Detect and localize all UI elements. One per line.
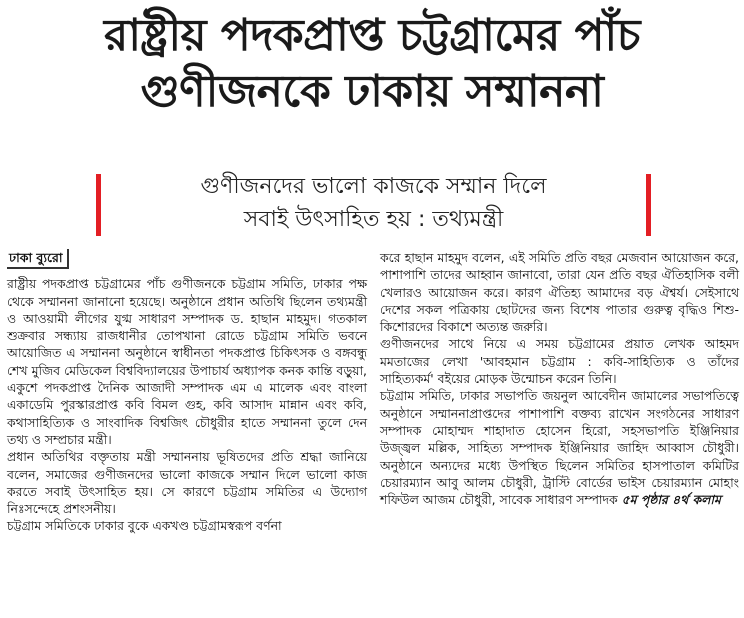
paragraph: করে হাছান মাহমুদ বলেন, এই সমিতি প্রতি বছর মেজবান আয়োজন করে, পাশাপাশি তাদের আহ্বান জানাবো, তারা যেন প্রতি বছর ঐতিহাসিক বলী খেলারও আয়োজন করে। কারণ ঐতিহ্য আমাদের বড় ঐশ্বর্য। সেইসাথে দেশের সকল পত্রিকায় ছোটদের জন্য বিশেষ পাতার গুরুত্ব বৃদ্ধিও শিশু-কিশোরদের বিকাশে অত্যন্ত জরুরি। [380, 250, 739, 335]
headline-line-2: গুণীজনকে ঢাকায় সম্মাননা [140, 66, 604, 117]
accent-bar-right [646, 174, 651, 236]
paragraph-text: চট্টগ্রাম সমিতি, ঢাকার সভাপতি জয়নুল আবেদীন জামালের সভাপতিত্বে অনুষ্ঠানে সম্মাননাপ্রাপ্তদের পাশাপাশি বক্তব্য রাখেন সংগঠনের সাধারণ সম্পাদক মোহাম্মদ শাহাদাত হোসেন হিরো, সহসভাপতি ইঞ্জিনিয়ার উজ্জ্বল মল্লিক, সাহিত্য সম্পাদক ইঞ্জিনিয়ার জাহিদ আব্বাস চৌধুরী। অনুষ্ঠানে অন্যদের মধ্যে উপস্থিত ছিলেন সমিতির হাসপাতাল কমিটির চেয়ারম্যান আবু আলম চৌধুরী, ট্রাস্টি বোর্ডের ভাইস চেয়ারম্যান মোহাং শফিউল আজম চৌধুরী, সাবেক সাধারণ সম্পাদক [380, 388, 739, 508]
article-column-left [7, 249, 367, 535]
paragraph [380, 387, 739, 508]
continuation-note: ৫ম পৃষ্ঠার ৪র্থ কলাম [621, 492, 721, 508]
paragraph: প্রধান অতিথির বক্তৃতায় মন্ত্রী সম্মাননায় ভূষিতদের প্রতি শ্রদ্ধা জানিয়ে বলেন, সমাজের গুণীজনদের ভালো কাজকে সম্মান দিলে ভালো কাজ করতে সবাই উৎসাহিত হয়। সে কারণে চট্টগ্রাম সমিতির এ উদ্যোগ নিঃসন্দেহে প্রশংসনীয়। [7, 449, 367, 517]
accent-bar-left [96, 174, 101, 236]
headline [0, 8, 744, 120]
byline: ঢাকা ব্যুরো [7, 249, 69, 269]
headline-line-1: রাষ্ট্রীয় পদকপ্রাপ্ত চট্টগ্রামের পাঁচ [104, 10, 640, 61]
subheadline-block [96, 170, 651, 240]
subheadline-line-2: সবাই উৎসাহিত হয় : তথ্যমন্ত্রী [243, 207, 504, 232]
subheadline [106, 170, 641, 236]
paragraph: রাষ্ট্রীয় পদকপ্রাপ্ত চট্টগ্রামের পাঁচ গুণীজনকে চট্টগ্রাম সমিতি, ঢাকার পক্ষ থেকে সম্মাননা জানানো হয়েছে। অনুষ্ঠানে প্রধান অতিথি ছিলেন তথ্যমন্ত্রী ও আওয়ামী লীগের যুগ্ম সাধারণ সম্পাদক ড. হাছান মাহমুদ। গতকাল শুক্রবার সন্ধ্যায় রাজধানীর তোপখানা রোডে চট্টগ্রাম সমিতি ভবনে আয়োজিত এ সম্মাননা অনুষ্ঠানে স্বাধীনতা পদকপ্রাপ্ত চিকিৎসক ও বঙ্গবন্ধু শেখ মুজিব মেডিকেল বিশ্ববিদ্যালয়ের উপাচার্য অধ্যাপক কনক কান্তি বড়ুয়া, একুশে পদকপ্রাপ্ত দৈনিক আজাদী সম্পাদক এম এ মালেক এবং বাংলা একাডেমি পুরস্কারপ্রাপ্ত কবি বিমল গুহ, কবি আসাদ মান্নান এবং কবি, কথাসাহিত্যিক ও সাংবাদিক বিশ্বজিৎ চৌধুরীর হাতে সম্মাননা তুলে দেন তথ্য ও সম্প্রচার মন্ত্রী। [7, 276, 367, 447]
paragraph: গুণীজনদের সাথে নিয়ে এ সময় চট্টগ্রামের প্রয়াত লেখক আহমদ মমতাজের লেখা 'আবহমান চট্টগ্রাম : কবি-সাহিত্যিক ও তাঁদের সাহিত্যকর্ম' বইয়ের মোড়ক উন্মোচন করেন তিনি। [380, 336, 739, 387]
subheadline-line-1: গুণীজনদের ভালো কাজকে সম্মান দিলে [200, 174, 547, 199]
article-column-right [380, 249, 739, 508]
article-body [7, 249, 739, 614]
paragraph: চট্টগ্রাম সমিতিকে ঢাকার বুকে একখণ্ড চট্টগ্রামস্বরূপ বর্ণনা [7, 518, 282, 534]
